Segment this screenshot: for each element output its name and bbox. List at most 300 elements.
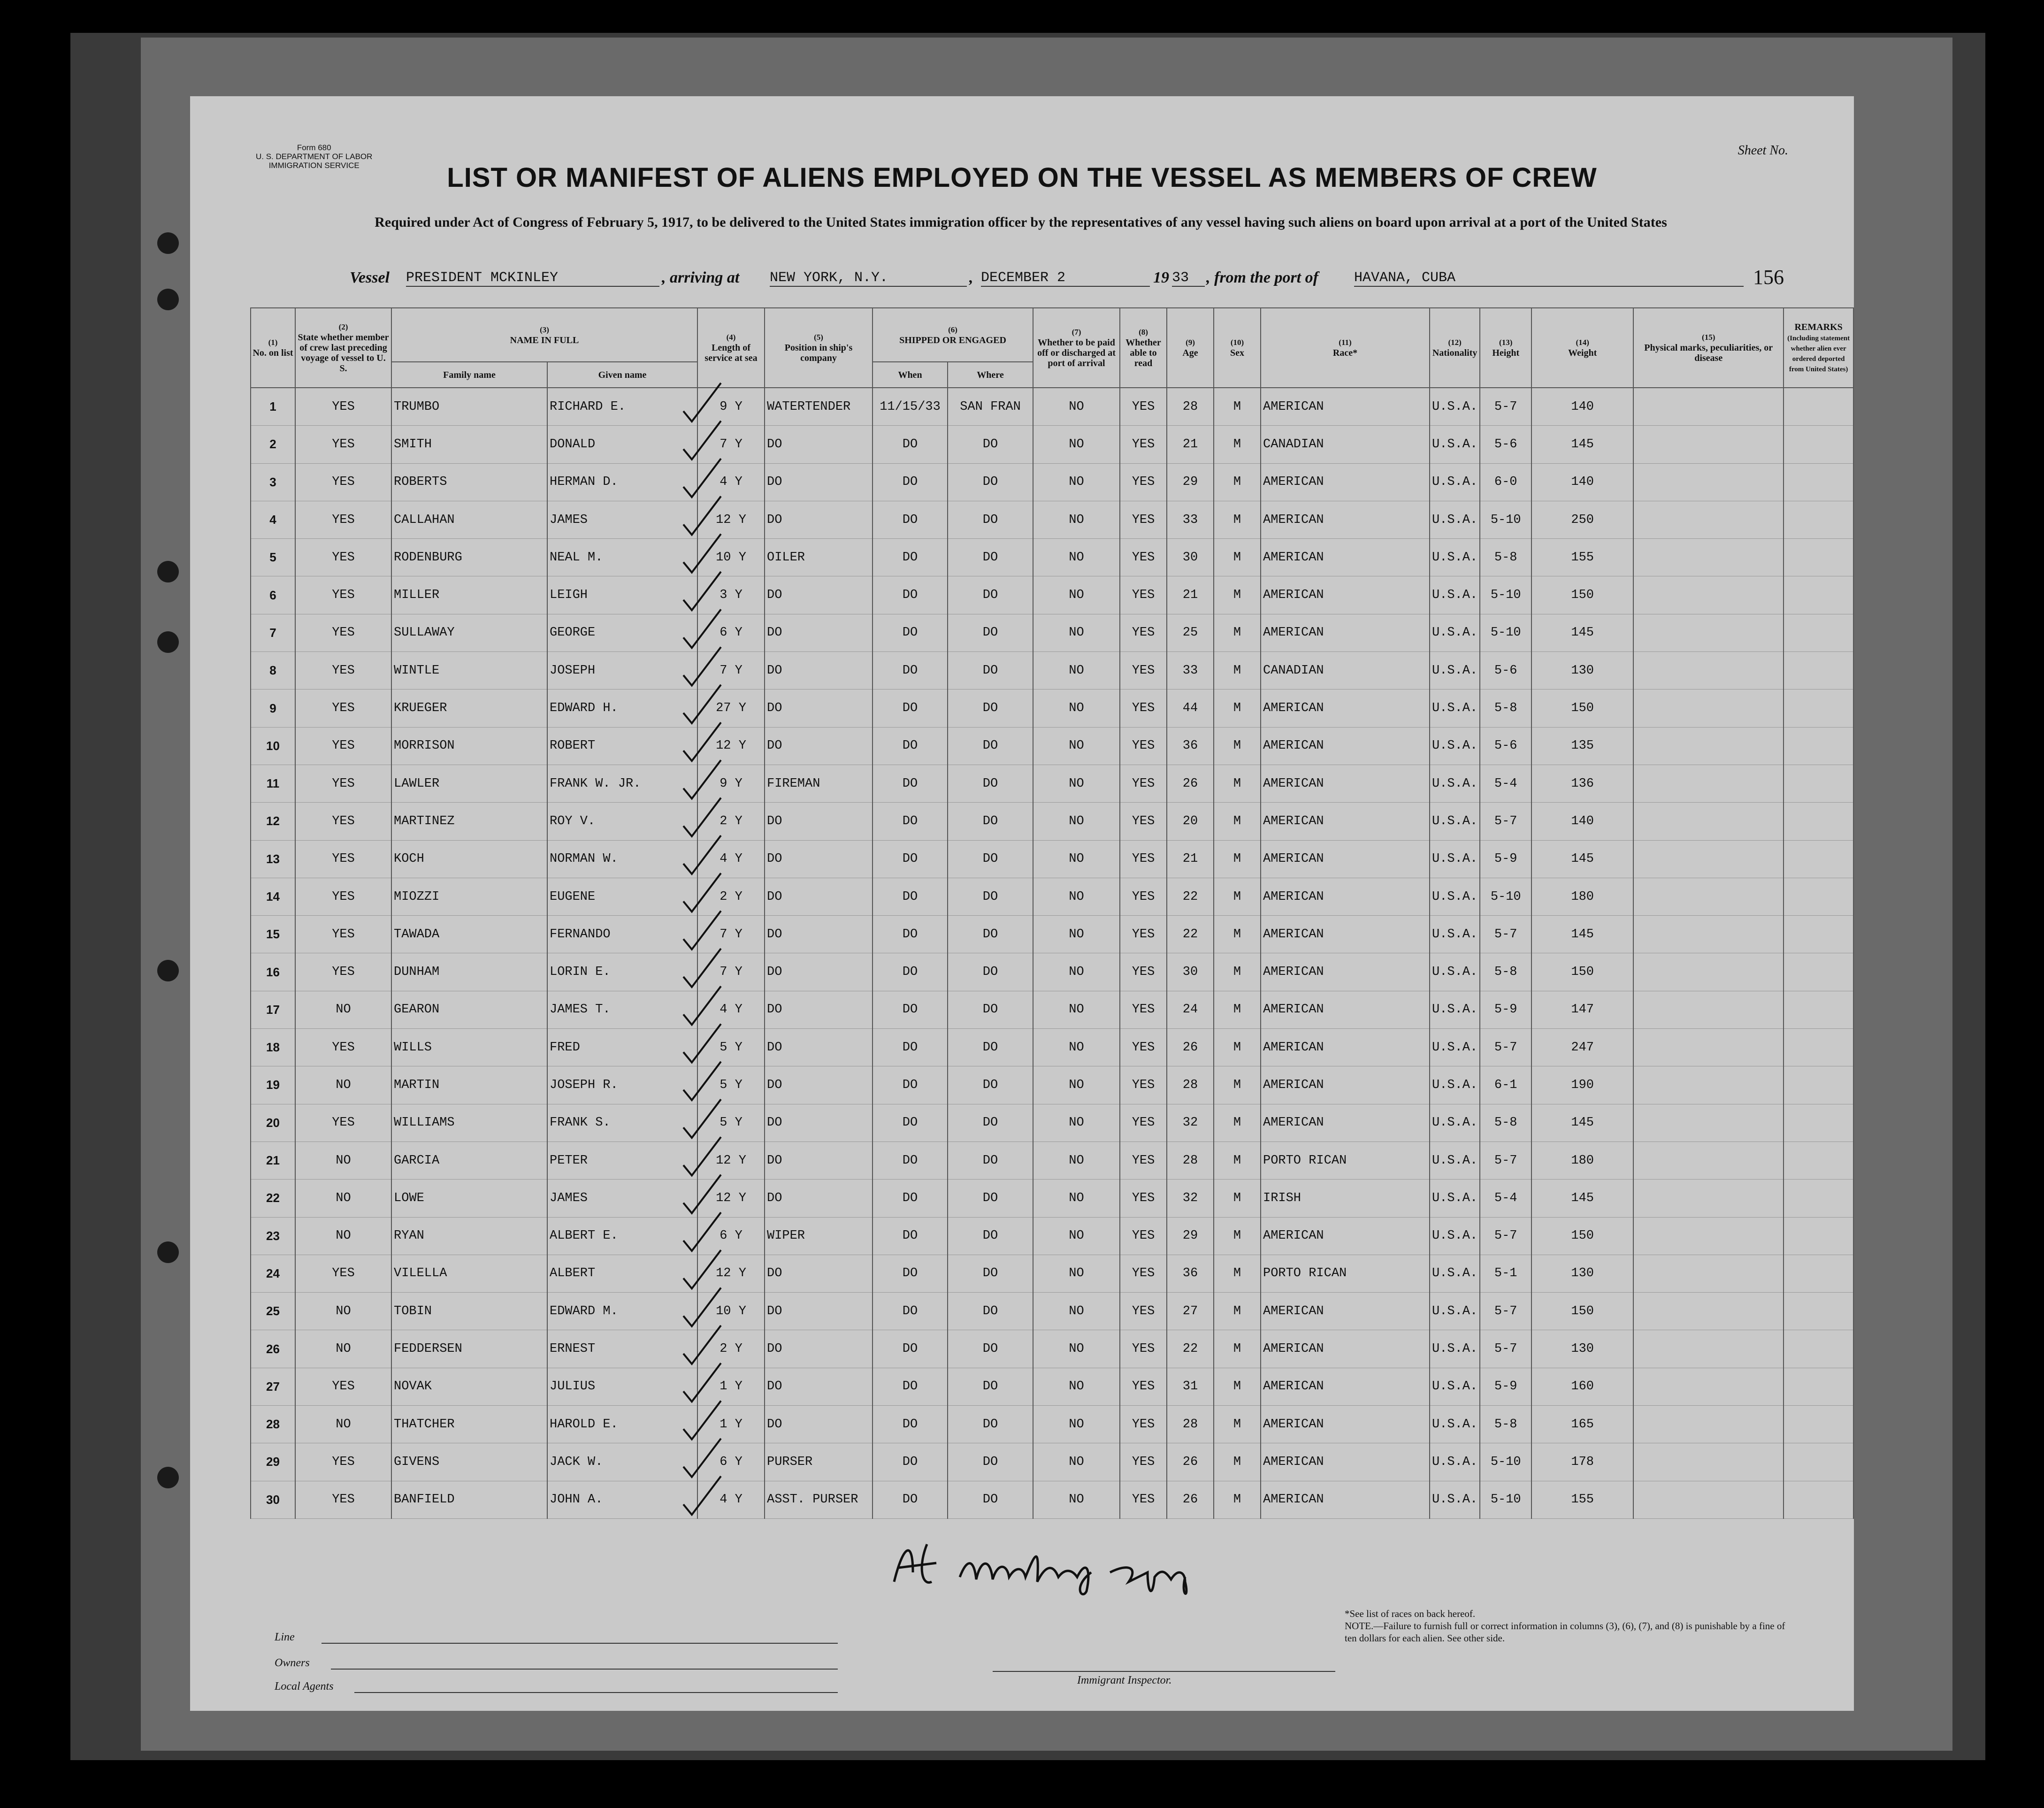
cell-position: DO <box>765 1293 873 1330</box>
cell-position: DO <box>765 1368 873 1405</box>
cell-previous-voyage: NO <box>295 1180 391 1217</box>
cell-nationality: U.S.A. <box>1430 1141 1480 1179</box>
cell-paid-off: NO <box>1033 426 1120 463</box>
cell-given-name: LEIGH <box>547 576 697 614</box>
cell-race: AMERICAN <box>1261 1443 1430 1481</box>
cell-family-name: FEDDERSEN <box>391 1330 547 1368</box>
cell-previous-voyage: YES <box>295 1481 391 1518</box>
cell-row-number: 26 <box>251 1330 295 1368</box>
cell-position: DO <box>765 1255 873 1292</box>
cell-race: AMERICAN <box>1261 1066 1430 1104</box>
cell-nationality: U.S.A. <box>1430 803 1480 840</box>
cell-height: 5-10 <box>1480 576 1531 614</box>
cell-shipped-when: DO <box>873 426 948 463</box>
check-mark <box>683 1325 721 1364</box>
cell-nationality: U.S.A. <box>1430 463 1480 501</box>
cell-position: DO <box>765 727 873 765</box>
cell-paid-off: NO <box>1033 840 1120 878</box>
vessel-label: Vessel <box>350 269 390 286</box>
cell-row-number: 30 <box>251 1481 295 1518</box>
cell-shipped-when: DO <box>873 1217 948 1255</box>
cell-height: 5-8 <box>1480 953 1531 991</box>
cell-able-to-read: YES <box>1120 1141 1167 1179</box>
cell-length-of-service: 1 Y <box>697 1368 765 1405</box>
cell-sex: M <box>1214 1217 1261 1255</box>
vessel-line: Vessel PRESIDENT MCKINLEY , arriving at NEW YORK, N.Y. , DECEMBER 2 19 33 , from the port of HAVANA, CUBA 156 <box>350 266 1784 289</box>
cell-paid-off: NO <box>1033 1406 1120 1443</box>
cell-able-to-read: YES <box>1120 689 1167 727</box>
header-family-name: Family name <box>391 362 547 388</box>
cell-given-name: FERNANDO <box>547 916 697 953</box>
check-mark <box>683 496 721 535</box>
cell-weight: 145 <box>1531 1104 1633 1141</box>
cell-shipped-where: DO <box>948 1443 1033 1481</box>
cell-paid-off: NO <box>1033 878 1120 915</box>
cell-length-of-service: 10 Y <box>697 539 765 576</box>
cell-position: DO <box>765 1406 873 1443</box>
cell-given-name: EUGENE <box>547 878 697 915</box>
check-mark <box>683 873 721 912</box>
manifest-sheet <box>190 96 1854 1711</box>
cell-position: WATERTENDER <box>765 388 873 426</box>
check-mark <box>683 1062 721 1100</box>
cell-paid-off: NO <box>1033 1368 1120 1405</box>
cell-age: 30 <box>1167 953 1214 991</box>
cell-sex: M <box>1214 1406 1261 1443</box>
cell-previous-voyage: NO <box>295 1293 391 1330</box>
cell-sex: M <box>1214 1104 1261 1141</box>
cell-paid-off: NO <box>1033 689 1120 727</box>
check-mark <box>683 1099 721 1138</box>
cell-weight: 145 <box>1531 614 1633 651</box>
cell-age: 27 <box>1167 1293 1214 1330</box>
cell-paid-off: NO <box>1033 1180 1120 1217</box>
cell-family-name: NOVAK <box>391 1368 547 1405</box>
header-paid-off: (7) Whether to be paid off or discharged at port of arrival <box>1033 308 1120 388</box>
cell-height: 5-9 <box>1480 1368 1531 1405</box>
cell-nationality: U.S.A. <box>1430 916 1480 953</box>
cell-race: AMERICAN <box>1261 803 1430 840</box>
cell-race: AMERICAN <box>1261 916 1430 953</box>
cell-shipped-where: DO <box>948 501 1033 538</box>
cell-paid-off: NO <box>1033 765 1120 802</box>
cell-family-name: LOWE <box>391 1180 547 1217</box>
cell-length-of-service: 12 Y <box>697 727 765 765</box>
cell-age: 36 <box>1167 727 1214 765</box>
cell-given-name: HERMAN D. <box>547 463 697 501</box>
cell-shipped-where: DO <box>948 878 1033 915</box>
binder-hole <box>157 960 179 981</box>
cell-shipped-where: DO <box>948 1481 1033 1518</box>
cell-position: ASST. PURSER <box>765 1481 873 1518</box>
header-read: (8) Whether able to read <box>1120 308 1167 388</box>
cell-given-name: HAROLD E. <box>547 1406 697 1443</box>
arriving-port: NEW YORK, N.Y. <box>770 270 967 287</box>
cell-able-to-read: YES <box>1120 803 1167 840</box>
cell-age: 21 <box>1167 576 1214 614</box>
cell-row-number: 12 <box>251 803 295 840</box>
cell-family-name: TAWADA <box>391 916 547 953</box>
check-mark <box>683 835 721 874</box>
cell-sex: M <box>1214 614 1261 651</box>
cell-previous-voyage: YES <box>295 878 391 915</box>
check-mark <box>683 798 721 836</box>
cell-shipped-when: DO <box>873 953 948 991</box>
cell-weight: 155 <box>1531 539 1633 576</box>
check-mark <box>683 1137 721 1175</box>
cell-given-name: FRANK W. JR. <box>547 765 697 802</box>
cell-given-name: NORMAN W. <box>547 840 697 878</box>
cell-shipped-when: DO <box>873 803 948 840</box>
cell-row-number: 18 <box>251 1029 295 1066</box>
cell-previous-voyage: NO <box>295 1406 391 1443</box>
cell-race: AMERICAN <box>1261 1293 1430 1330</box>
cell-height: 6-0 <box>1480 463 1531 501</box>
cell-sex: M <box>1214 1141 1261 1179</box>
cell-weight: 147 <box>1531 991 1633 1028</box>
arriving-label: , arriving at <box>662 269 740 286</box>
cell-position: DO <box>765 1029 873 1066</box>
cell-shipped-where: DO <box>948 840 1033 878</box>
cell-length-of-service: 4 Y <box>697 463 765 501</box>
cell-age: 32 <box>1167 1104 1214 1141</box>
cell-row-number: 2 <box>251 426 295 463</box>
cell-able-to-read: YES <box>1120 539 1167 576</box>
cell-paid-off: NO <box>1033 1141 1120 1179</box>
header-weight: (14) Weight <box>1531 308 1633 388</box>
cell-paid-off: NO <box>1033 1293 1120 1330</box>
cell-paid-off: NO <box>1033 916 1120 953</box>
cell-shipped-when: DO <box>873 1141 948 1179</box>
cell-nationality: U.S.A. <box>1430 1293 1480 1330</box>
cell-height: 5-7 <box>1480 916 1531 953</box>
service: IMMIGRATION SERVICE <box>268 161 360 170</box>
cell-length-of-service: 27 Y <box>697 689 765 727</box>
binder-hole <box>157 1241 179 1263</box>
cell-given-name: EDWARD M. <box>547 1293 697 1330</box>
cell-length-of-service: 1 Y <box>697 1406 765 1443</box>
cell-previous-voyage: YES <box>295 1029 391 1066</box>
cell-nationality: U.S.A. <box>1430 1066 1480 1104</box>
cell-height: 5-4 <box>1480 765 1531 802</box>
cell-given-name: FRANK S. <box>547 1104 697 1141</box>
cell-family-name: WILLS <box>391 1029 547 1066</box>
cell-race: AMERICAN <box>1261 614 1430 651</box>
cell-family-name: MARTIN <box>391 1066 547 1104</box>
cell-weight: 150 <box>1531 1217 1633 1255</box>
check-mark <box>683 1212 721 1251</box>
cell-age: 29 <box>1167 463 1214 501</box>
cell-row-number: 4 <box>251 501 295 538</box>
cell-able-to-read: YES <box>1120 1066 1167 1104</box>
cell-length-of-service: 2 Y <box>697 803 765 840</box>
cell-given-name: GEORGE <box>547 614 697 651</box>
cell-age: 22 <box>1167 1330 1214 1368</box>
cell-age: 33 <box>1167 652 1214 689</box>
cell-weight: 155 <box>1531 1481 1633 1518</box>
check-mark <box>683 1439 721 1477</box>
cell-position: DO <box>765 1066 873 1104</box>
cell-length-of-service: 9 Y <box>697 765 765 802</box>
check-mark <box>683 911 721 950</box>
cell-given-name: JOSEPH <box>547 652 697 689</box>
cell-race: AMERICAN <box>1261 1217 1430 1255</box>
cell-shipped-where: DO <box>948 1330 1033 1368</box>
cell-nationality: U.S.A. <box>1430 840 1480 878</box>
arrival-year: 33 <box>1172 270 1205 287</box>
cell-nationality: U.S.A. <box>1430 501 1480 538</box>
cell-weight: 247 <box>1531 1029 1633 1066</box>
cell-able-to-read: YES <box>1120 1443 1167 1481</box>
cell-row-number: 14 <box>251 878 295 915</box>
cell-shipped-when: DO <box>873 1293 948 1330</box>
cell-nationality: U.S.A. <box>1430 1217 1480 1255</box>
cell-age: 21 <box>1167 426 1214 463</box>
owners-label: Owners <box>275 1657 310 1669</box>
cell-shipped-when: DO <box>873 652 948 689</box>
cell-sex: M <box>1214 727 1261 765</box>
cell-shipped-where: DO <box>948 463 1033 501</box>
cell-able-to-read: YES <box>1120 576 1167 614</box>
cell-previous-voyage: YES <box>295 840 391 878</box>
cell-nationality: U.S.A. <box>1430 576 1480 614</box>
cell-shipped-when: DO <box>873 689 948 727</box>
cell-family-name: MARTINEZ <box>391 803 547 840</box>
header-nationality: (12) Nationality <box>1430 308 1480 388</box>
header-where: Where <box>948 362 1033 388</box>
cell-height: 5-7 <box>1480 803 1531 840</box>
cell-length-of-service: 3 Y <box>697 576 765 614</box>
cell-height: 5-6 <box>1480 426 1531 463</box>
cell-able-to-read: YES <box>1120 1255 1167 1292</box>
cell-family-name: TOBIN <box>391 1293 547 1330</box>
cell-sex: M <box>1214 1029 1261 1066</box>
cell-given-name: JAMES <box>547 1180 697 1217</box>
cell-paid-off: NO <box>1033 1217 1120 1255</box>
header-when: When <box>873 362 948 388</box>
cell-nationality: U.S.A. <box>1430 1406 1480 1443</box>
cell-row-number: 23 <box>251 1217 295 1255</box>
cell-height: 5-9 <box>1480 991 1531 1028</box>
cell-position: DO <box>765 1141 873 1179</box>
cell-family-name: KOCH <box>391 840 547 878</box>
cell-given-name: ROY V. <box>547 803 697 840</box>
cell-race: AMERICAN <box>1261 1368 1430 1405</box>
cell-paid-off: NO <box>1033 803 1120 840</box>
header-height: (13) Height <box>1480 308 1531 388</box>
cell-shipped-where: DO <box>948 652 1033 689</box>
cell-position: WIPER <box>765 1217 873 1255</box>
cell-length-of-service: 7 Y <box>697 916 765 953</box>
cell-position: DO <box>765 426 873 463</box>
cell-nationality: U.S.A. <box>1430 1443 1480 1481</box>
cell-height: 5-8 <box>1480 1104 1531 1141</box>
cell-given-name: JOSEPH R. <box>547 1066 697 1104</box>
cell-age: 28 <box>1167 1066 1214 1104</box>
cell-given-name: JAMES <box>547 501 697 538</box>
cell-shipped-where: DO <box>948 991 1033 1028</box>
cell-row-number: 29 <box>251 1443 295 1481</box>
cell-shipped-where: DO <box>948 1180 1033 1217</box>
cell-paid-off: NO <box>1033 501 1120 538</box>
cell-nationality: U.S.A. <box>1430 1368 1480 1405</box>
cell-shipped-when: DO <box>873 878 948 915</box>
cell-paid-off: NO <box>1033 463 1120 501</box>
cell-shipped-when: DO <box>873 1104 948 1141</box>
check-mark <box>683 383 721 421</box>
cell-paid-off: NO <box>1033 1443 1120 1481</box>
cell-previous-voyage: YES <box>295 463 391 501</box>
cell-age: 25 <box>1167 614 1214 651</box>
cell-given-name: JACK W. <box>547 1443 697 1481</box>
cell-weight: 130 <box>1531 652 1633 689</box>
cell-family-name: DUNHAM <box>391 953 547 991</box>
cell-row-number: 13 <box>251 840 295 878</box>
cell-given-name: EDWARD H. <box>547 689 697 727</box>
cell-row-number: 10 <box>251 727 295 765</box>
cell-nationality: U.S.A. <box>1430 1029 1480 1066</box>
cell-length-of-service: 7 Y <box>697 652 765 689</box>
cell-sex: M <box>1214 1066 1261 1104</box>
cell-paid-off: NO <box>1033 727 1120 765</box>
cell-length-of-service: 12 Y <box>697 1180 765 1217</box>
cell-family-name: LAWLER <box>391 765 547 802</box>
check-mark <box>683 647 721 686</box>
cell-family-name: GIVENS <box>391 1443 547 1481</box>
binder-hole <box>157 631 179 653</box>
cell-shipped-where: DO <box>948 689 1033 727</box>
cell-shipped-where: DO <box>948 576 1033 614</box>
cell-family-name: WINTLE <box>391 652 547 689</box>
year-prefix: 19 <box>1153 269 1169 286</box>
cell-paid-off: NO <box>1033 614 1120 651</box>
cell-row-number: 7 <box>251 614 295 651</box>
cell-shipped-when: DO <box>873 727 948 765</box>
cell-able-to-read: YES <box>1120 765 1167 802</box>
cell-given-name: RICHARD E. <box>547 388 697 426</box>
cell-shipped-where: DO <box>948 765 1033 802</box>
cell-age: 28 <box>1167 1141 1214 1179</box>
cell-race: PORTO RICAN <box>1261 1255 1430 1292</box>
cell-height: 5-6 <box>1480 652 1531 689</box>
cell-position: DO <box>765 878 873 915</box>
cell-race: AMERICAN <box>1261 878 1430 915</box>
check-mark <box>683 986 721 1025</box>
cell-able-to-read: YES <box>1120 840 1167 878</box>
cell-paid-off: NO <box>1033 1029 1120 1066</box>
check-mark <box>683 1363 721 1402</box>
cell-able-to-read: YES <box>1120 1481 1167 1518</box>
cell-nationality: U.S.A. <box>1430 953 1480 991</box>
check-mark <box>683 1288 721 1326</box>
cell-shipped-where: DO <box>948 1141 1033 1179</box>
cell-previous-voyage: YES <box>295 388 391 426</box>
check-mark <box>683 609 721 648</box>
cell-shipped-when: DO <box>873 463 948 501</box>
cell-given-name: ALBERT <box>547 1255 697 1292</box>
cell-shipped-where: DO <box>948 803 1033 840</box>
check-mark <box>683 1250 721 1288</box>
cell-race: CANADIAN <box>1261 652 1430 689</box>
cell-row-number: 19 <box>251 1066 295 1104</box>
cell-nationality: U.S.A. <box>1430 614 1480 651</box>
cell-age: 21 <box>1167 840 1214 878</box>
cell-race: AMERICAN <box>1261 953 1430 991</box>
cell-position: DO <box>765 501 873 538</box>
cell-row-number: 15 <box>251 916 295 953</box>
cell-height: 5-7 <box>1480 1141 1531 1179</box>
cell-able-to-read: YES <box>1120 1368 1167 1405</box>
cell-race: AMERICAN <box>1261 765 1430 802</box>
cell-race: CANADIAN <box>1261 426 1430 463</box>
cell-sex: M <box>1214 652 1261 689</box>
cell-weight: 190 <box>1531 1066 1633 1104</box>
cell-paid-off: NO <box>1033 1104 1120 1141</box>
cell-family-name: BANFIELD <box>391 1481 547 1518</box>
cell-family-name: TRUMBO <box>391 388 547 426</box>
cell-race: AMERICAN <box>1261 727 1430 765</box>
cell-able-to-read: YES <box>1120 1217 1167 1255</box>
cell-sex: M <box>1214 1330 1261 1368</box>
departure-port: HAVANA, CUBA <box>1354 270 1744 287</box>
cell-position: DO <box>765 953 873 991</box>
cell-family-name: VILELLA <box>391 1255 547 1292</box>
cell-family-name: CALLAHAN <box>391 501 547 538</box>
department: U. S. DEPARTMENT OF LABOR <box>256 152 373 161</box>
cell-family-name: GARCIA <box>391 1141 547 1179</box>
cell-age: 36 <box>1167 1255 1214 1292</box>
cell-nationality: U.S.A. <box>1430 426 1480 463</box>
cell-shipped-where: DO <box>948 1029 1033 1066</box>
cell-height: 5-8 <box>1480 539 1531 576</box>
cell-height: 5-7 <box>1480 1217 1531 1255</box>
cell-family-name: MIOZZI <box>391 878 547 915</box>
cell-given-name: ALBERT E. <box>547 1217 697 1255</box>
cell-shipped-when: DO <box>873 1443 948 1481</box>
cell-sex: M <box>1214 991 1261 1028</box>
cell-sex: M <box>1214 878 1261 915</box>
cell-weight: 150 <box>1531 1293 1633 1330</box>
cell-age: 29 <box>1167 1217 1214 1255</box>
cell-race: IRISH <box>1261 1180 1430 1217</box>
cell-sex: M <box>1214 1481 1261 1518</box>
cell-row-number: 5 <box>251 539 295 576</box>
cell-sex: M <box>1214 916 1261 953</box>
cell-weight: 250 <box>1531 501 1633 538</box>
cell-shipped-when: DO <box>873 576 948 614</box>
cell-sex: M <box>1214 689 1261 727</box>
cell-shipped-when: DO <box>873 1029 948 1066</box>
cell-shipped-when: DO <box>873 840 948 878</box>
header-physical-marks: (15) Physical marks, peculiarities, or disease <box>1633 308 1784 388</box>
line-label: Line <box>275 1631 295 1643</box>
header-service: (4) Length of service at sea <box>697 308 765 388</box>
cell-able-to-read: YES <box>1120 1330 1167 1368</box>
cell-given-name: ROBERT <box>547 727 697 765</box>
cell-age: 28 <box>1167 1406 1214 1443</box>
cell-weight: 150 <box>1531 576 1633 614</box>
cell-age: 26 <box>1167 1029 1214 1066</box>
cell-row-number: 25 <box>251 1293 295 1330</box>
header-name: (3) NAME IN FULL <box>391 308 697 362</box>
from-label: , from the port of <box>1206 269 1318 286</box>
cell-previous-voyage: YES <box>295 916 391 953</box>
cell-shipped-when: DO <box>873 1180 948 1217</box>
cell-paid-off: NO <box>1033 539 1120 576</box>
cell-weight: 145 <box>1531 1180 1633 1217</box>
cell-row-number: 21 <box>251 1141 295 1179</box>
cell-weight: 178 <box>1531 1443 1633 1481</box>
